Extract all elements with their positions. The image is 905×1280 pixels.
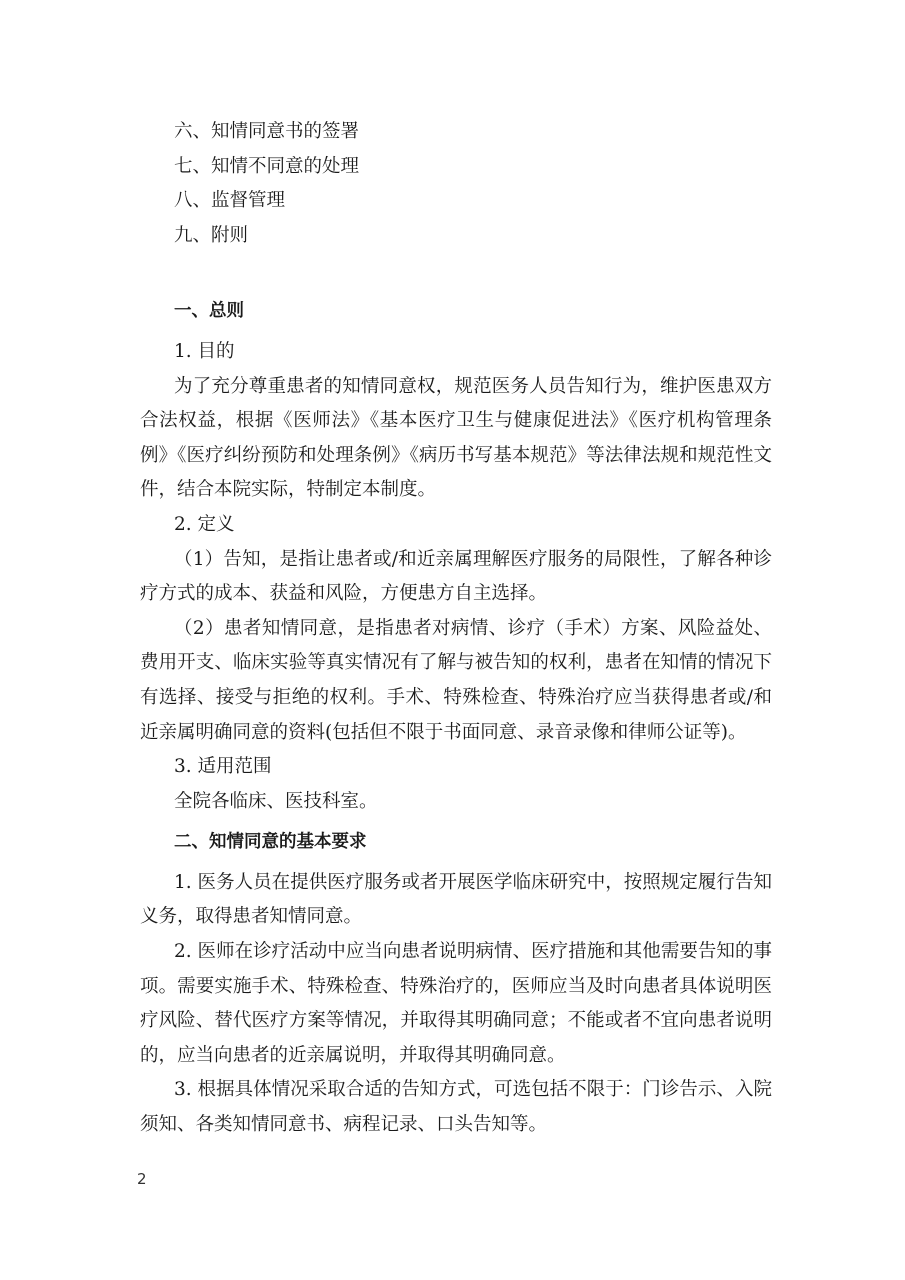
paragraph-requirement-1: 1. 医务人员在提供医疗服务或者开展医学临床研究中，按照规定履行告知义务，取得患者知情同意。 xyxy=(140,871,772,928)
paragraph-definition-1: （1）告知，是指让患者或/和近亲属理解医疗服务的局限性，了解各种诊疗方式的成本、获益和风险，方便患方自主选择。 xyxy=(140,548,772,605)
toc-item-8: 八、监督管理 xyxy=(174,190,286,212)
toc-item-9: 九、附则 xyxy=(174,224,249,246)
subheading-scope: 3. 适用范围 xyxy=(174,756,272,778)
page-content xyxy=(140,115,772,1143)
toc-item-6: 六、知情同意书的签署 xyxy=(174,121,360,142)
spacer xyxy=(140,253,772,294)
paragraph-purpose: 为了充分尊重患者的知情同意权，规范医务人员告知行为，维护医患双方合法权益，根据《医师法》《基本医疗卫生与健康促进法》《医疗机构管理条例》《医疗纠纷预防和处理条例》《病历书写基本规范》等法律法规和规范性文件，结合本院实际，特制定本制度。 xyxy=(140,375,772,501)
subheading-definition: 2. 定义 xyxy=(174,513,235,535)
section-heading-general: 一、总则 xyxy=(174,301,244,322)
section-heading-requirements: 二、知情同意的基本要求 xyxy=(174,832,367,853)
toc-item-7: 七、知情不同意的处理 xyxy=(174,155,360,177)
paragraph-requirement-2: 2. 医师在诊疗活动中应当向患者说明病情、医疗措施和其他需要告知的事项。需要实施手术、特殊检查、特殊治疗的，医师应当及时向患者具体说明医疗风险、替代医疗方案等情况，并取得其明确同意；不能或者不宜向患者说明的，应当向患者的近亲属说明，并取得其明确同意。 xyxy=(140,941,772,1066)
subheading-purpose: 1. 目的 xyxy=(174,340,235,362)
paragraph-definition-2: （2）患者知情同意，是指患者对病情、诊疗（手术）方案、风险益处、费用开支、临床实验等真实情况有了解与被告知的权利，患者在知情的情况下有选择、接受与拒绝的权利。手术、特殊检查、特殊治疗应当获得患者或/和近亲属明确同意的资料(包括但不限于书面同意、录音录像和律师公证等)。 xyxy=(140,617,772,743)
paragraph-requirement-3: 3. 根据具体情况采取合适的告知方式，可选包括不限于：门诊告示、入院须知、各类知情同意书、病程记录、口头告知等。 xyxy=(140,1079,772,1136)
paragraph-scope: 全院各临床、医技科室。 xyxy=(174,790,378,812)
page-number: 2 xyxy=(137,1170,147,1188)
